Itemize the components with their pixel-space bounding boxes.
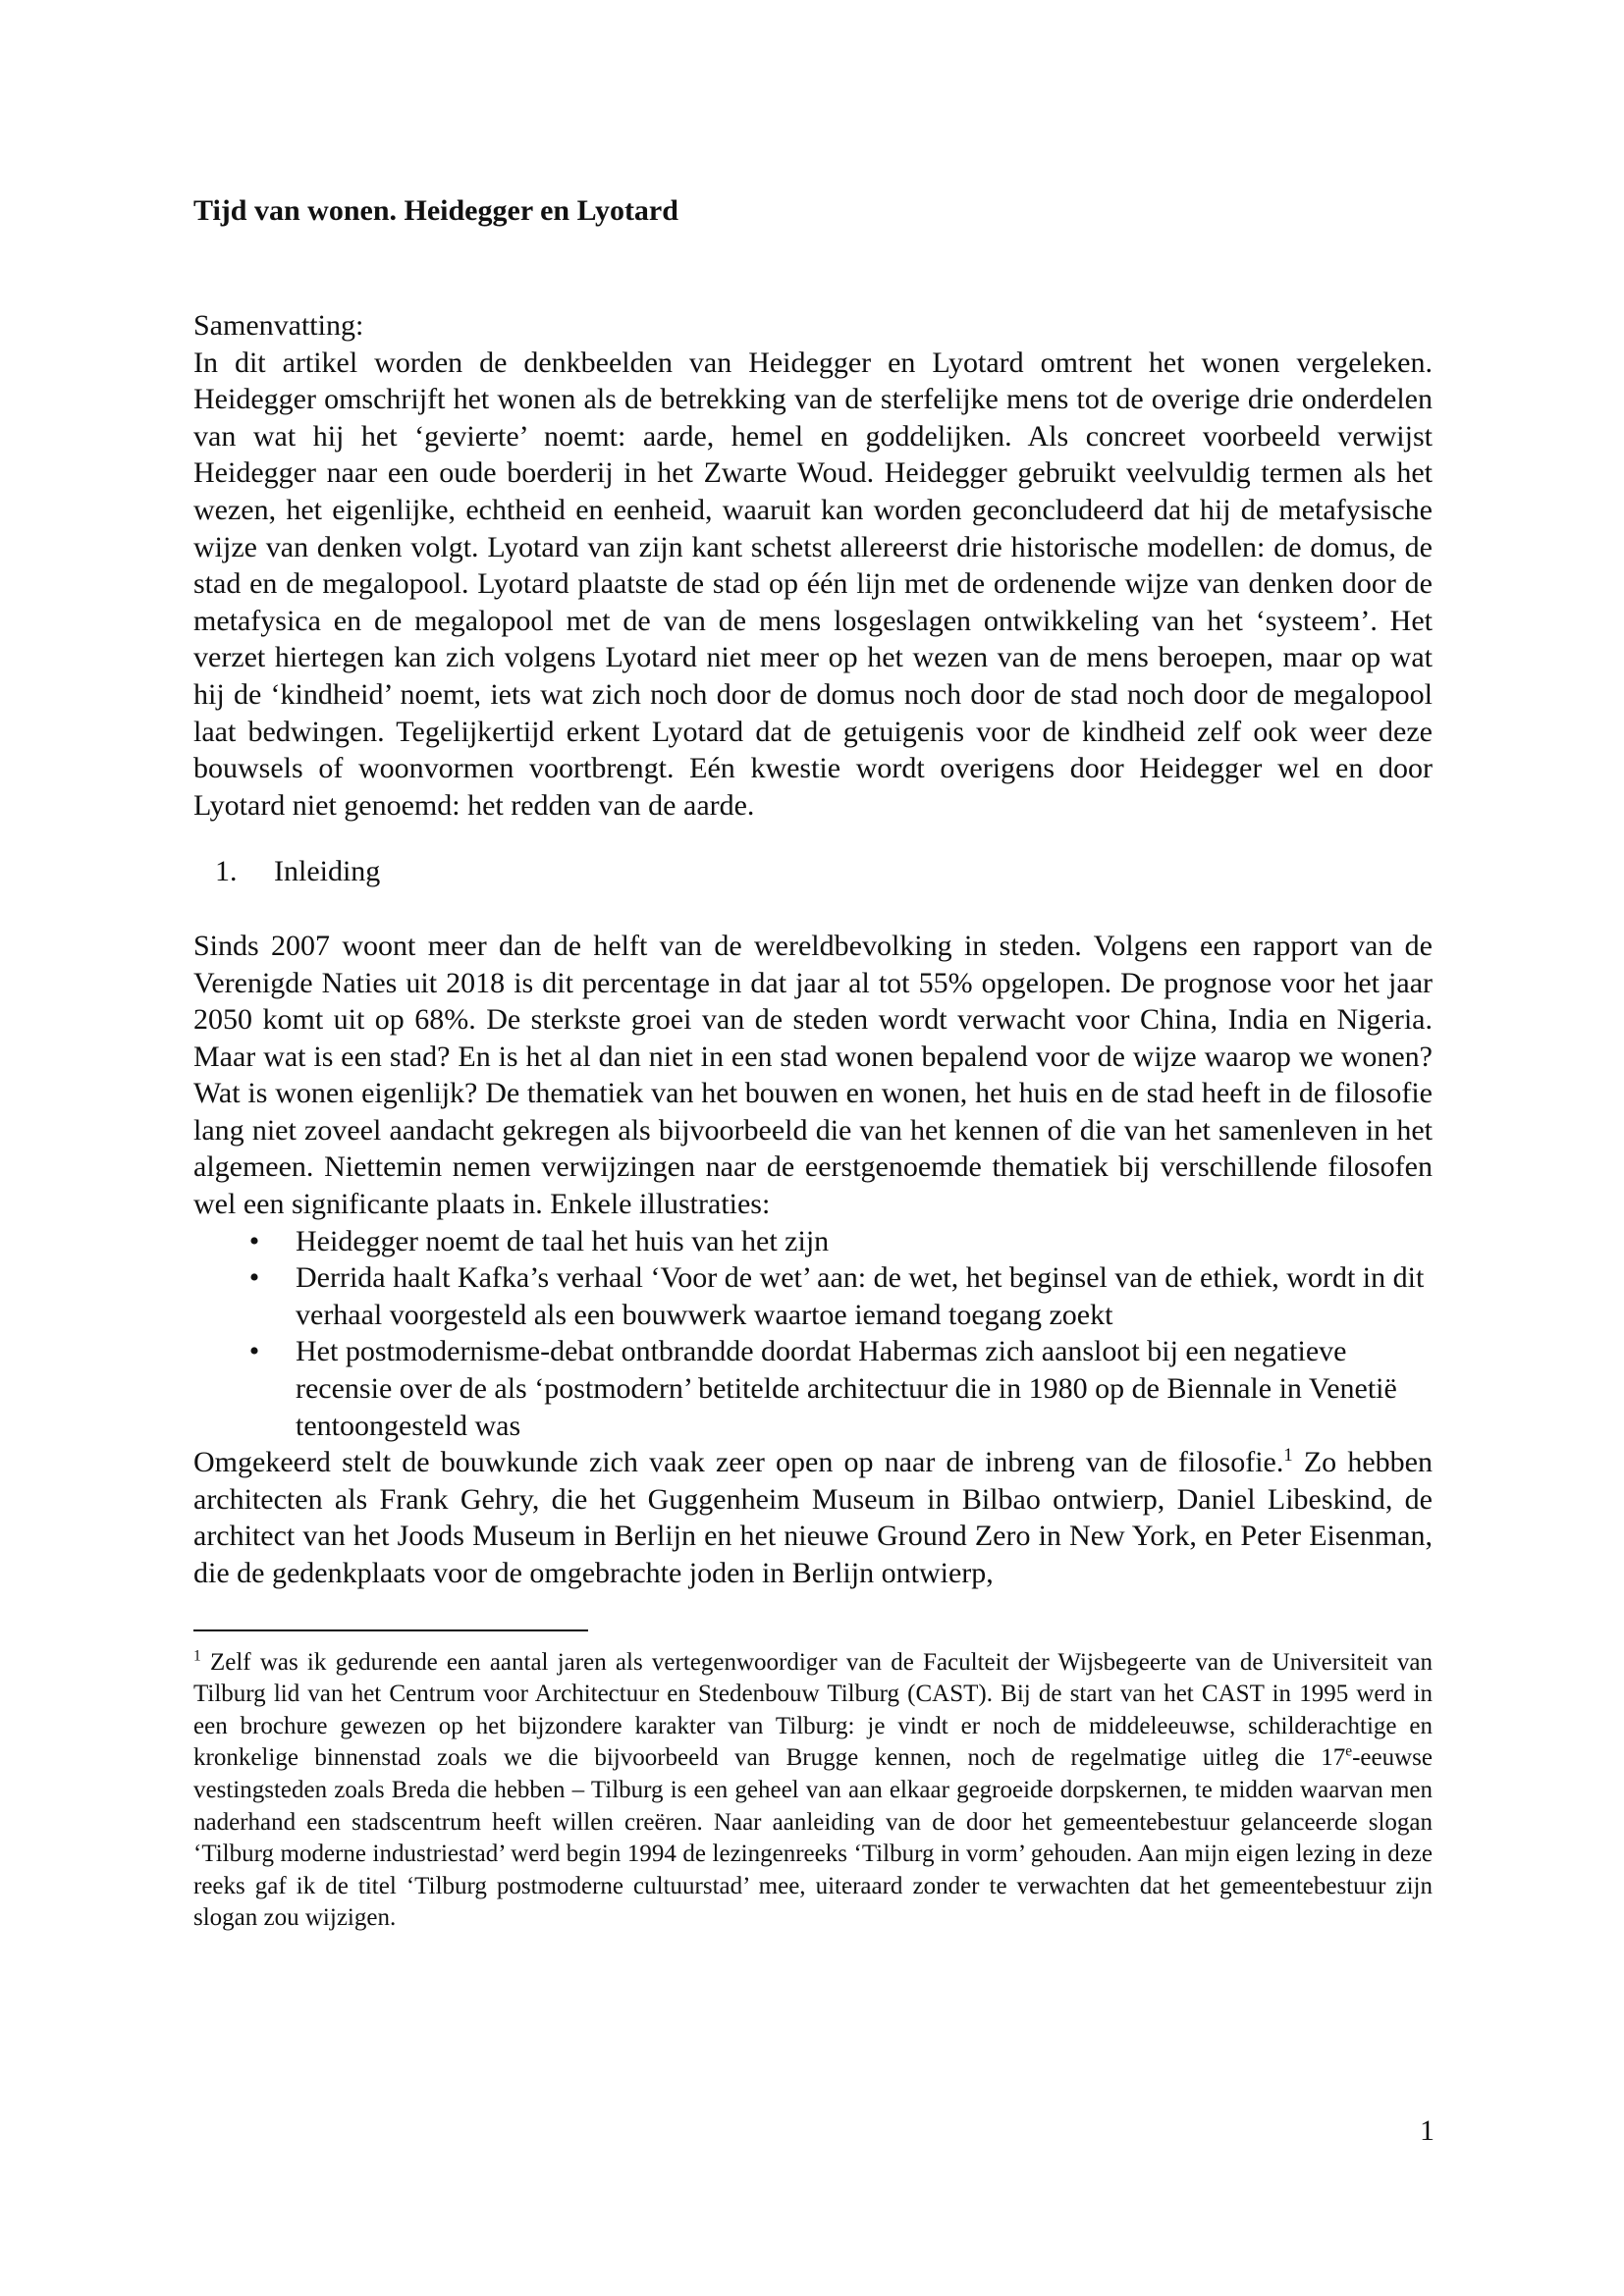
list-item-text: Het postmodernisme-debat ontbrandde doordat Habermas zich aansloot bij een negatieve recensie over de als ‘postmodern’ betitelde architectuur die in 1980 op de Biennale in Venetië tentoongesteld was <box>296 1335 1397 1442</box>
paragraph-text-start: Omgekeerd stelt de bouwkunde zich vaak zeer open op naar de inbreng van de filosofie. <box>193 1446 1284 1479</box>
section-number: 1. <box>215 855 238 888</box>
footnote-1 <box>193 1647 1433 1935</box>
bullet-icon: • <box>248 1261 260 1295</box>
list-item <box>244 1223 1433 1260</box>
page-content <box>193 191 1433 1935</box>
paragraph-text-end: Zo hebben architecten als Frank Gehry, die het Guggenheim Museum in Bilbao ontwierp, Daniel Libeskind, de architect van het Joods Museum in Berlijn en het nieuwe Ground Zero in New York, en Peter Eisenman, die de gedenkplaats voor de omgebrachte joden in Berlijn ontwierp, <box>193 1446 1433 1589</box>
summary-label: Samenvatting: <box>193 309 364 342</box>
list-item <box>244 1259 1433 1333</box>
page-number: 1 <box>1420 2114 1435 2147</box>
architecture-paragraph <box>193 1444 1433 1591</box>
bullet-icon: • <box>248 1224 260 1257</box>
footnote-text-end: -eeuwse vestingsteden zoals Breda die hebben – Tilburg is een geheel van aan elkaar gegroeide dorpskernen, te midden waarvan men naderhand een stadscentrum heeft willen creëren. Naar aanleiding van de door het gemeentebestuur gelanceerde slogan ‘Tilburg moderne industriestad’ werd begin 1994 de lezingenreeks ‘Tilburg in vorm’ gehouden. Aan mijn eigen lezing in deze reeks gaf ik de titel ‘Tilburg postmoderne cultuurstad’ mee, uiteraard zonder te verwachten dat het gemeentebestuur zijn slogan zou wijzigen. <box>193 1744 1433 1932</box>
footnote-text-start: Zelf was ik gedurende een aantal jaren als vertegenwoordiger van de Faculteit der Wijsbegeerte van de Universiteit van Tilburg lid van het Centrum voor Architectuur en Stedenbouw Tilburg (CAST). Bij de start van het CAST in 1995 werd in een brochure gewezen op het bijzondere karakter van Tilburg: je vindt er noch de middeleeuwse, schilderachtige en kronkelige binnenstad zoals we die bijvoorbeeld van Brugge kennen, noch de regelmatige uitleg die 17 <box>193 1648 1433 1772</box>
intro-paragraph: Sinds 2007 woont meer dan de helft van de wereldbevolking in steden. Volgens een rapport van de Verenigde Naties uit 2018 is dit percentage in dat jaar al tot 55% opgelopen. De prognose voor het jaar 2050 komt uit op 68%. De sterkste groei van de steden wordt verwacht voor China, India en Nigeria. Maar wat is een stad? En is het al dan niet in een stad wonen bepalend voor de wijze waarop we wonen? Wat is wonen eigenlijk? De thematiek van het bouwen en wonen, het huis en de stad heeft in de filosofie lang niet zoveel aandacht gekregen als bijvoorbeeld die van het kennen of die van het samenleven in het algemeen. Niettemin nemen verwijzingen naar de eerstgenoemde thematiek bij verschillende filosofen wel een significante plaats in. Enkele illustraties: <box>193 929 1433 1221</box>
footnote-superscript: e <box>1345 1743 1353 1761</box>
footnote-separator <box>193 1629 588 1631</box>
section-heading-inleiding <box>193 853 1433 890</box>
bullet-icon: • <box>248 1335 260 1368</box>
list-item-text: Heidegger noemt de taal het huis van het zijn <box>296 1224 830 1257</box>
list-item <box>244 1333 1433 1444</box>
footnote-reference[interactable]: 1 <box>1283 1445 1293 1467</box>
summary-section <box>193 307 1433 824</box>
document-title: Tijd van wonen. Heidegger en Lyotard <box>193 194 678 227</box>
section-title: Inleiding <box>274 855 381 888</box>
illustrations-list <box>193 1223 1433 1445</box>
summary-text: In dit artikel worden de denkbeelden van Heidegger en Lyotard omtrent het wonen vergeleken. Heidegger omschrijft het wonen als de betrekking van de sterfelijke mens tot de overige drie onderdelen van wat hij het ‘gevierte’ noemt: aarde, hemel en goddelijken. Als concreet voorbeeld verwijst Heidegger naar een oude boerderij in het Zwarte Woud. Heidegger gebruikt veelvuldig termen als het wezen, het eigenlijke, echtheid en eenheid, waaruit kan worden geconcludeerd dat hij de metafysische wijze van denken volgt. Lyotard van zijn kant schetst allereerst drie historische modellen: de domus, de stad en de megalopool. Lyotard plaatste de stad op één lijn met de ordenende wijze van denken door de metafysica en de megalopool met de van de mens losgeslagen ontwikkeling van het ‘systeem’. Het verzet hiertegen kan zich volgens Lyotard niet meer op het wezen van de mens beroepen, maar op wat hij de ‘kindheid’ noemt, iets wat zich noch door de domus noch door de stad noch door de megalopool laat bedwingen. Tegelijkertijd erkent Lyotard dat de getuigenis voor de kindheid zelf ook weer deze bouwsels of woonvormen voortbrengt. Eén kwestie wordt overigens door Heidegger wel en door Lyotard niet genoemd: het redden van de aarde. <box>193 346 1433 822</box>
footnote-marker: 1 <box>193 1647 201 1665</box>
list-item-text: Derrida haalt Kafka’s verhaal ‘Voor de wet’ aan: de wet, het beginsel van de ethiek, wordt in dit verhaal voorgesteld als een bouwwerk waartoe iemand toegang zoekt <box>296 1261 1425 1331</box>
